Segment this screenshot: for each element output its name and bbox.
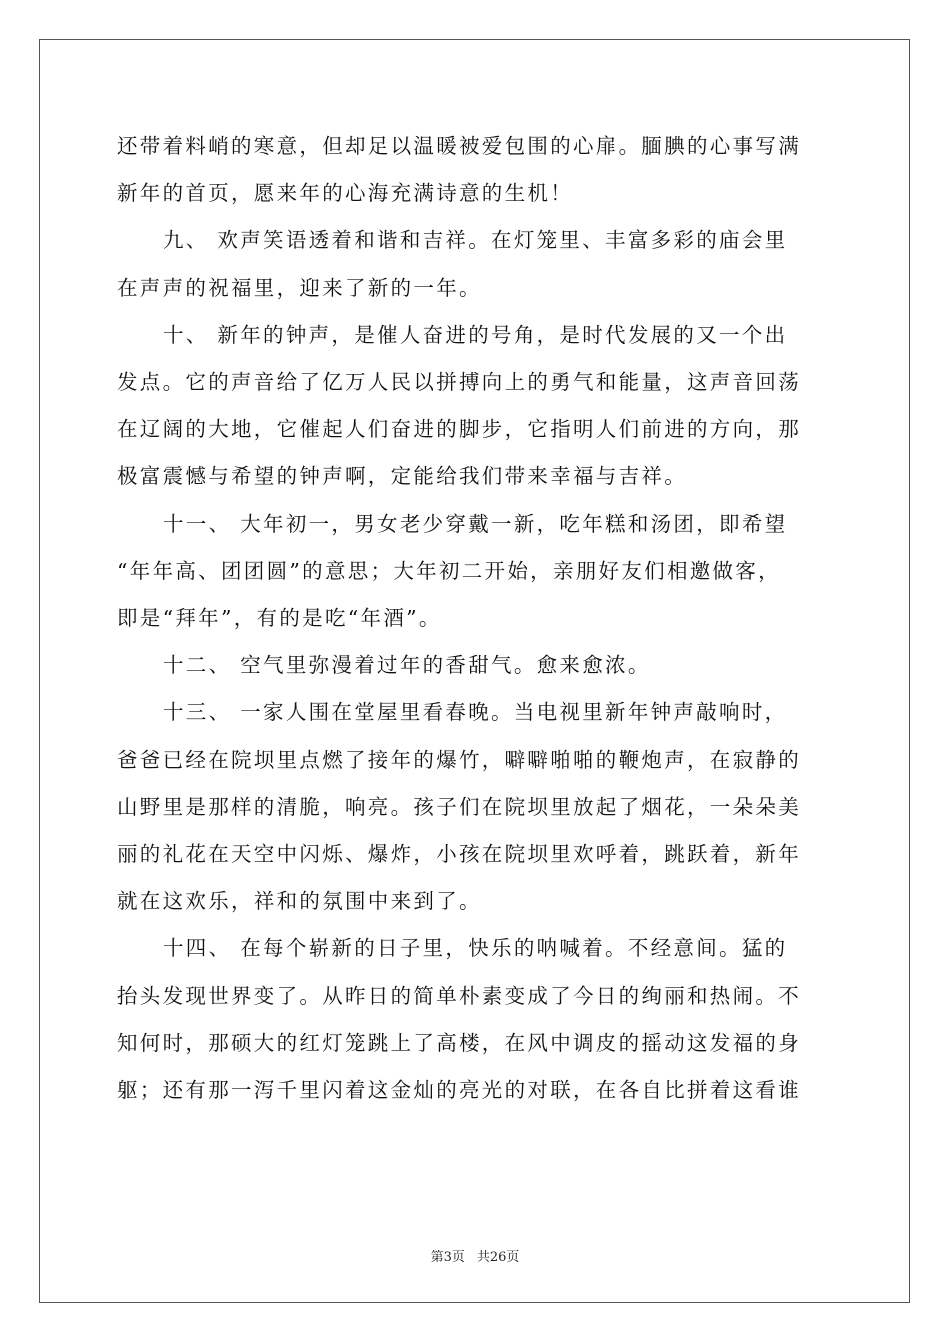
page-total: 共26页 [476, 1250, 520, 1265]
text-line: 躯；还有那一泻千里闪着这金灿的亮光的对联，在各自比拼着这看谁 [117, 1078, 801, 1103]
paragraph [117, 312, 833, 501]
text-line: 丽的礼花在天空中闪烁、爆炸，小孩在院坝里欢呼着，跳跃着，新年 [117, 842, 801, 867]
page-footer [0, 1246, 950, 1265]
text-line: 九、 欢声笑语透着和谐和吉祥。在灯笼里、丰富多彩的庙会里 [163, 228, 788, 253]
paragraph [117, 123, 833, 217]
text-line: 十二、 空气里弥漫着过年的香甜气。愈来愈浓。 [163, 653, 651, 678]
paragraph [117, 689, 833, 925]
paragraph [117, 217, 833, 311]
text-line: 即是“拜年”，有的是吃“年酒”。 [117, 606, 442, 631]
paragraph [117, 501, 833, 643]
text-line: 新年的首页，愿来年的心海充满诗意的生机！ [117, 181, 573, 206]
text-line: 就在这欢乐，祥和的氛围中来到了。 [117, 889, 482, 914]
document-body [117, 123, 833, 1114]
text-line: 在辽阔的大地，它催起人们奋进的脚步，它指明人们前进的方向，那 [117, 417, 801, 442]
text-line: 山野里是那样的清脆，响亮。孩子们在院坝里放起了烟花，一朵朵美 [117, 794, 801, 819]
text-line: 发点。它的声音给了亿万人民以拼搏向上的勇气和能量，这声音回荡 [117, 370, 801, 395]
text-line: 在声声的祝福里，迎来了新的一年。 [117, 275, 482, 300]
text-line: 抬头发现世界变了。从昨日的简单朴素变成了今日的绚丽和热闹。不 [117, 983, 801, 1008]
text-line: 十一、 大年初一，男女老少穿戴一新，吃年糕和汤团，即希望 [163, 511, 788, 536]
text-line: 还带着料峭的寒意，但却足以温暖被爱包围的心扉。腼腆的心事写满 [117, 134, 801, 158]
paragraph [117, 642, 833, 689]
text-line: 极富震憾与希望的钟声啊，定能给我们带来幸福与吉祥。 [117, 464, 687, 489]
text-line: 十、 新年的钟声，是催人奋进的号角，是时代发展的又一个出 [163, 322, 788, 347]
page-number: 第3页 [430, 1250, 465, 1265]
text-line: 爸爸已经在院坝里点燃了接年的爆竹，噼噼啪啪的鞭炮声，在寂静的 [117, 747, 801, 772]
text-line: 十四、 在每个崭新的日子里，快乐的呐喊着。不经意间。猛的 [163, 936, 788, 961]
text-line: 十三、 一家人围在堂屋里看春晚。当电视里新年钟声敲响时， [163, 700, 788, 725]
text-line: 知何时，那硕大的红灯笼跳上了高楼，在风中调皮的摇动这发福的身 [117, 1030, 801, 1055]
paragraph [117, 925, 833, 1114]
text-line: “年年高、团团圆”的意思；大年初二开始，亲朋好友们相邀做客， [117, 558, 781, 583]
